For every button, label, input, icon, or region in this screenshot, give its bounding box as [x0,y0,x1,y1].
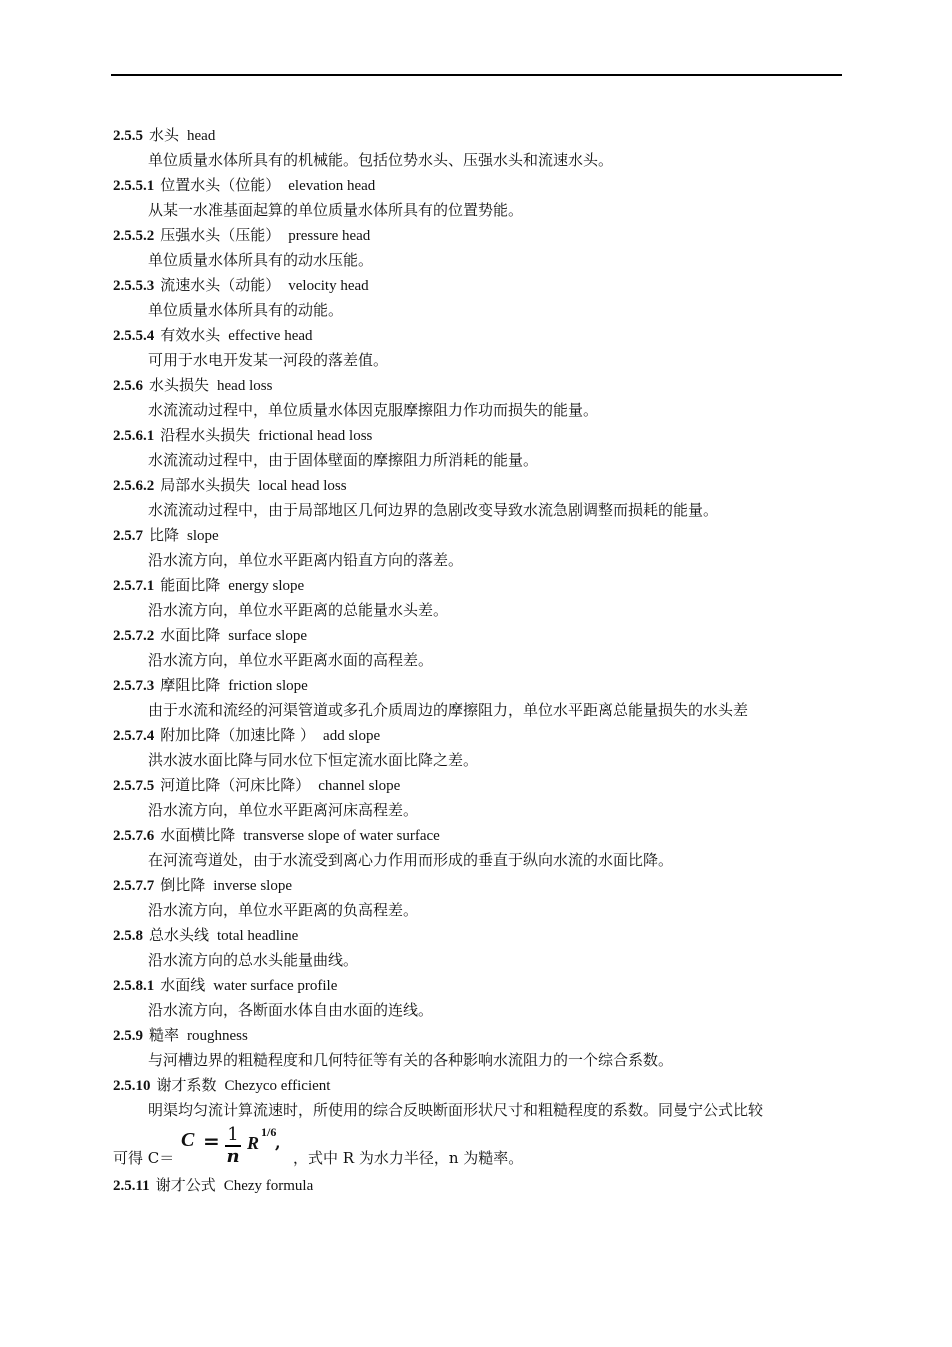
entry-term-en: head loss [217,378,273,394]
entry-number: 2.5.5.2 [113,228,155,244]
entry-definition: 明渠均匀流计算流速时，所使用的综合反映断面形状尺寸和粗糙程度的系数。同曼宁公式比较 [148,1101,764,1119]
entry-definition: 洪水波水面比降与同水位下恒定流水面比降之差。 [148,751,479,769]
entry-term-zh: 能面比降 [160,576,221,594]
glossary-entry [113,873,843,923]
entry-number: 2.5.6.1 [113,428,155,444]
entry-definition: 单位质量水体所具有的动能。 [148,301,344,319]
glossary-entry [113,723,843,773]
formula-line [113,1123,843,1173]
entry-term-zh: 摩阻比降 [160,676,221,694]
formula-equals: = [203,1129,220,1153]
entry-term-en: transverse slope of water surface [243,828,440,844]
entry-term-zh: 附加比降（加速比降 ） [160,726,316,744]
formula-lead-text: 可得 C＝ [113,1149,175,1167]
entry-term-zh: 局部水头损失 [160,476,251,494]
entry-term-en: head [187,128,216,144]
entry-term-zh: 水面横比降 [160,826,236,844]
formula-numerator: 1 [227,1124,239,1145]
glossary-entry [113,973,843,1023]
entry-number: 2.5.6.2 [113,478,155,494]
entry-term-zh: 比降 [149,526,180,544]
entry-number: 2.5.11 [113,1178,150,1194]
formula-exponent: 1/6 [261,1125,277,1139]
entry-term-zh: 河道比降（河床比降） [160,776,311,794]
entry-definition: 沿水流方向，各断面水体自由水面的连线。 [148,1001,434,1019]
glossary-entry [113,573,843,623]
glossary-entry-chezy-coefficient [113,1073,843,1173]
entry-number: 2.5.8.1 [113,978,155,994]
entry-number: 2.5.7.2 [113,628,155,644]
glossary-entry [113,923,843,973]
entry-term-zh: 压强水头（压能） [160,226,281,244]
header-rule [111,74,842,76]
entry-definition: 水流流动过程中，单位质量水体因克服摩擦阻力作功而损失的能量。 [148,401,599,419]
entry-number: 2.5.7.1 [113,578,155,594]
glossary-entry [113,273,843,323]
entry-number: 2.5.7.5 [113,778,155,794]
entry-term-en: total headline [217,928,299,944]
glossary-entry [113,373,843,423]
entry-term-zh: 水面比降 [160,626,221,644]
entry-definition: 沿水流方向，单位水平距离河床高程差。 [148,801,419,819]
entry-term-en: elevation head [288,178,376,194]
entry-term-en: roughness [187,1028,248,1044]
entry-definition: 沿水流方向，单位水平距离水面的高程差。 [148,651,434,669]
entry-term-en: local head loss [258,478,347,494]
entry-term-zh: 沿程水头损失 [160,426,251,444]
entry-number: 2.5.9 [113,1028,143,1044]
entry-term-en: friction slope [228,678,308,694]
entry-term-en: Chezy formula [223,1178,314,1194]
glossary-entry [113,223,843,273]
entry-term-zh: 谢才系数 [156,1076,217,1094]
glossary-entry [113,473,843,523]
entry-term-en: water surface profile [213,978,338,994]
entry-definition: 由于水流和流经的河渠管道或多孔介质周边的摩擦阻力，单位水平距离总能量损失的水头差 [148,701,749,719]
glossary-entry [113,423,843,473]
entry-term-en: inverse slope [213,878,292,894]
entry-number: 2.5.5.1 [113,178,155,194]
entry-term-zh: 糙率 [149,1026,180,1044]
glossary-entry [113,123,843,173]
entry-term-en: effective head [228,328,313,344]
entry-term-zh: 倒比降 [160,876,206,894]
entry-term-zh: 总水头线 [149,926,210,944]
entry-term-zh: 水头 [149,126,180,144]
entry-number: 2.5.5.4 [113,328,155,344]
entry-definition: 单位质量水体所具有的动水压能。 [148,251,374,269]
entry-number: 2.5.7.7 [113,878,155,894]
document-body [113,123,843,1198]
entry-term-en: surface slope [228,628,307,644]
entry-number: 2.5.7 [113,528,143,544]
glossary-entry [113,173,843,223]
chezy-formula [181,1125,311,1169]
glossary-entry [113,323,843,373]
entry-term-en: channel slope [318,778,401,794]
entry-number: 2.5.7.4 [113,728,155,744]
entry-definition: 从某一水准基面起算的单位质量水体所具有的位置势能。 [148,201,524,219]
entry-term-zh: 位置水头（位能） [160,176,281,194]
entry-term-en: energy slope [228,578,305,594]
glossary-entries [113,123,843,1073]
formula-fraction [223,1125,243,1167]
entry-number: 2.5.5 [113,128,143,144]
entry-number: 2.5.5.3 [113,278,155,294]
formula-denominator: n [226,1146,240,1167]
formula-tail-text: ，式中 R 为水力半径，n 为糙率。 [293,1149,524,1167]
entry-definition: 沿水流方向，单位水平距离的总能量水头差。 [148,601,449,619]
formula-punct: , [275,1133,281,1152]
formula-lhs: C [181,1129,195,1151]
glossary-entry [113,1023,843,1073]
entry-term-en: velocity head [288,278,369,294]
glossary-entry [113,523,843,573]
glossary-entry-chezy-formula [113,1173,843,1198]
entry-definition: 在河流弯道处，由于水流受到离心力作用而形成的垂直于纵向水流的水面比降。 [148,851,674,869]
glossary-entry [113,773,843,823]
glossary-entry [113,823,843,873]
formula-variable: R [247,1133,260,1153]
entry-definition: 沿水流方向的总水头能量曲线。 [148,951,359,969]
entry-term-en: slope [187,528,219,544]
entry-definition: 沿水流方向，单位水平距离内铅直方向的落差。 [148,551,464,569]
glossary-entry [113,673,843,723]
entry-definition: 水流流动过程中，由于固体壁面的摩擦阻力所消耗的能量。 [148,451,539,469]
entry-definition: 与河槽边界的粗糙程度和几何特征等有关的各种影响水流阻力的一个综合系数。 [148,1051,674,1069]
entry-term-zh: 谢才公式 [155,1176,216,1194]
entry-number: 2.5.7.6 [113,828,155,844]
entry-term-en: Chezyco efficient [224,1078,331,1094]
entry-term-zh: 流速水头（动能） [160,276,281,294]
entry-term-zh: 水面线 [160,976,206,994]
entry-term-zh: 有效水头 [160,326,221,344]
entry-term-en: add slope [323,728,381,744]
entry-definition: 水流流动过程中，由于局部地区几何边界的急剧改变导致水流急剧调整而损耗的能量。 [148,501,719,519]
entry-definition: 沿水流方向，单位水平距离的负高程差。 [148,901,419,919]
entry-definition: 可用于水电开发某一河段的落差值。 [148,351,389,369]
entry-number: 2.5.10 [113,1078,151,1094]
glossary-entry [113,623,843,673]
entry-number: 2.5.7.3 [113,678,155,694]
entry-term-zh: 水头损失 [149,376,210,394]
entry-number: 2.5.8 [113,928,143,944]
entry-number: 2.5.6 [113,378,143,394]
entry-term-en: pressure head [288,228,371,244]
entry-term-en: frictional head loss [258,428,373,444]
entry-definition: 单位质量水体所具有的机械能。包括位势水头、压强水头和流速水头。 [148,151,614,169]
